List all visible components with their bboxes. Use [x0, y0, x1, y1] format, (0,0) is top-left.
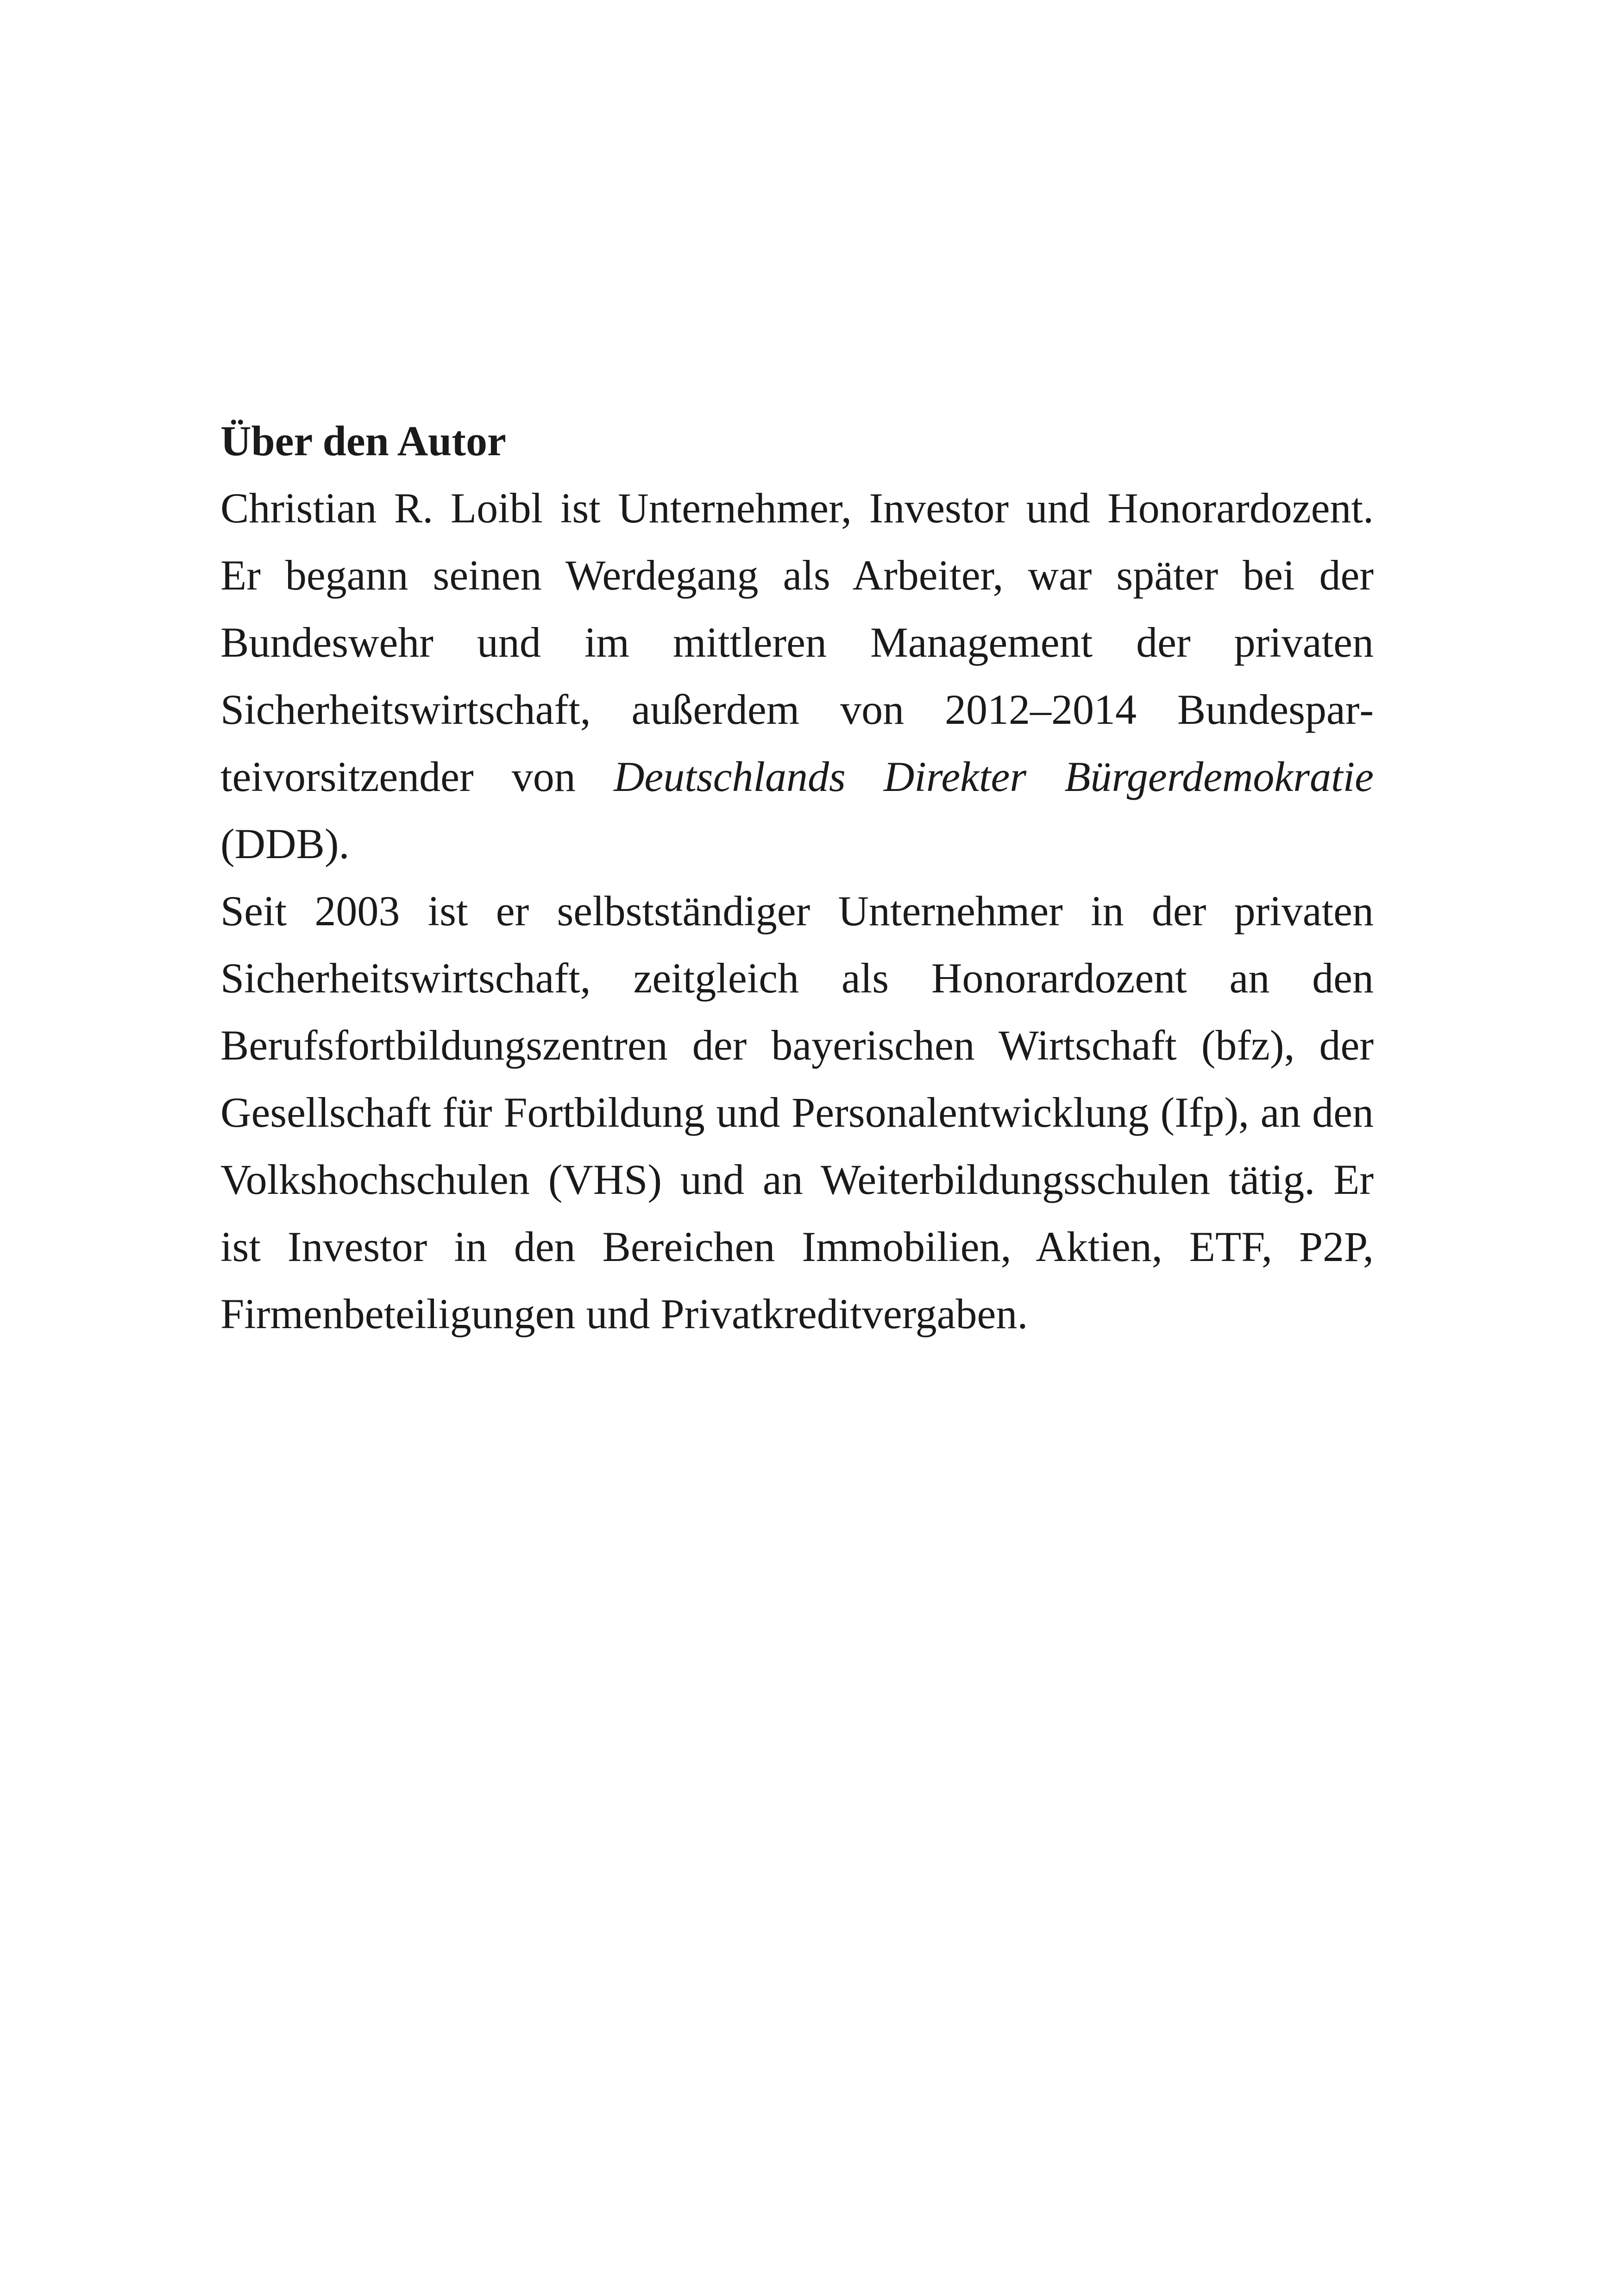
author-bio-section	[220, 408, 1374, 1348]
party-name: Deutschlands Direkter Bürgerdemokratie	[613, 753, 1374, 800]
bio-paragraph-1-end: (DDB).	[220, 820, 350, 867]
section-heading: Über den Autor	[220, 417, 506, 464]
bio-paragraph-1-text: Christian R. Loibl ist Unternehmer, Investor und Honorardozent. Er begann seinen Werdegang als Arbeiter, war später bei der Bundeswehr und im mittleren Management der privaten Sicherheitswirtschaft, außerdem von 2012–2014 Bundesparteivorsitzender von	[220, 484, 1374, 800]
bio-paragraph-1	[220, 475, 1374, 878]
bio-paragraph-2: Seit 2003 ist er selbstständiger Unternehmer in der privaten Sicherheitswirtschaft, zeitgleich als Honorardozent an den Berufsfortbildungszentren der bayerischen Wirtschaft (bfz), der Gesellschaft für Fortbildung und Personalentwicklung (Ifp), an den Volkshochschulen (VHS) und an Weiterbildungsschulen tätig. Er ist Investor in den Bereichen Immobilien, Aktien, ETF, P2P, Firmenbeteiligungen und Privatkreditvergaben.	[220, 887, 1374, 1337]
